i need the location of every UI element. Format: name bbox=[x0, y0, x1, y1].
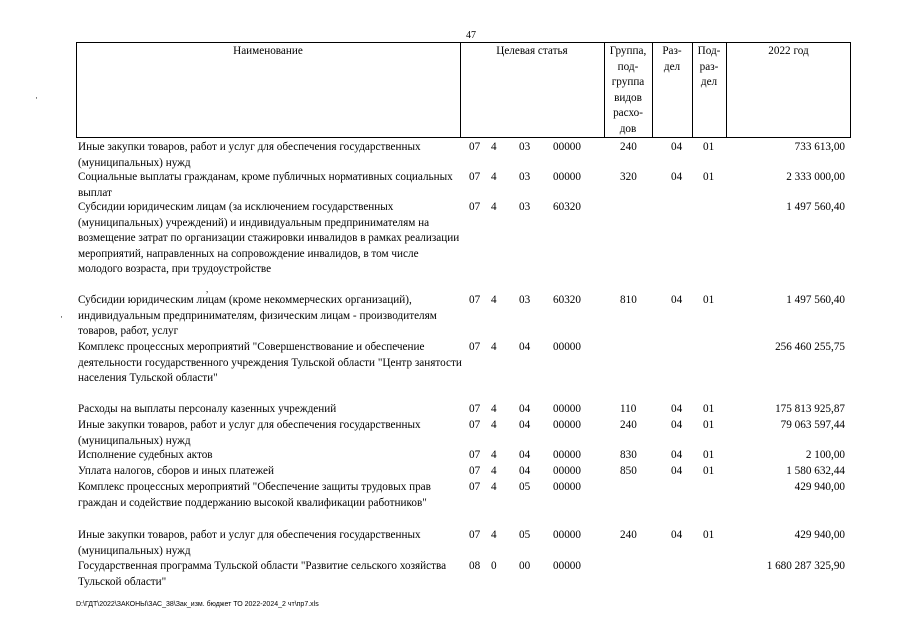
table-header bbox=[76, 42, 851, 138]
file-path-footer: D:\ГДТ\2022\ЗАКОНЫ\ЗАС_38\Зак_изм. бюджет ТО 2022-2024_2 чт\пр7.xls bbox=[76, 601, 319, 608]
scan-mark: · bbox=[60, 312, 63, 322]
header-year: 2022 год bbox=[768, 45, 809, 57]
scan-mark: , bbox=[206, 284, 209, 294]
header-razdel: Раз- дел bbox=[662, 45, 682, 73]
header-target: Целевая статья bbox=[496, 45, 568, 57]
header-podrazdel: Под- раз- дел bbox=[697, 45, 721, 88]
scan-mark: · bbox=[35, 93, 38, 103]
header-name: Наименование bbox=[233, 45, 303, 57]
header-group: Группа, под- группа видов расхо- дов bbox=[609, 45, 647, 135]
budget-table: Наименование Целевая статья Группа, под- группа видов расхо- дов Раз- дел Под- раз- дел 2022 год Иные закупки товаров, работ и услуг для обеспечения государственных (муниципальных) нужд 07 4 03 00000 240 04 01 733 613,00 Социальные выплаты гражданам, кроме публичных нормативных социальных выплат 07 4 03 00000 320 04 01 2 333 000,00 Субсидии юридическим лицам (за исключением государственных (муниципальных) учреждений) и индивидуальным предпринимателям на возмещение затрат по организации стажировки инвалидов в рамках реализации мероприятий, направленных на сопровождение инвалидов, в том числе молодого возраста, при трудоустройстве 07 4 03 60320 1 497 560,40 Субсидии юридическим лицам (кроме некоммерческих организаций), индивидуальным предпринимателям, физическим лицам - производителям товаров, работ, услуг 07 4 03 60320 810 04 01 1 497 560,40 Комплекс процессных мероприятий "Совершенствование и обеспечение деятельности государственного учреждения Тульской области "Центр занятости населения Тульской области" 07 4 04 00000 256 460 255,75 Расходы на выплаты персоналу казенных учреждений 07 4 04 00000 110 04 01 175 813 925,87 Иные закупки товаров, работ и услуг для обеспечения государственных (муниципальных) нужд 07 4 04 00000 240 04 01 79 063 597,44 Исполнение судебных актов 07 4 04 00000 830 04 01 2 100,00 Уплата налогов, сборов и иных платежей 07 4 04 00000 850 04 01 1 580 632,44 Комплекс процессных мероприятий "Обеспечение защиты трудовых прав граждан и содействие поддержанию высокой квалификации работников" 07 4 05 00000 429 940,00 Иные закупки товаров, работ и услуг для обеспечения государственных (муниципальных) нужд 07 4 05 00000 240 04 01 429 940,00 Государственная программа Тульской области "Развитие сельского хозяйства Тульской области" 08 0 00 00000 1 680 287 325,90 bbox=[76, 42, 851, 138]
page-number: 47 bbox=[466, 30, 476, 41]
